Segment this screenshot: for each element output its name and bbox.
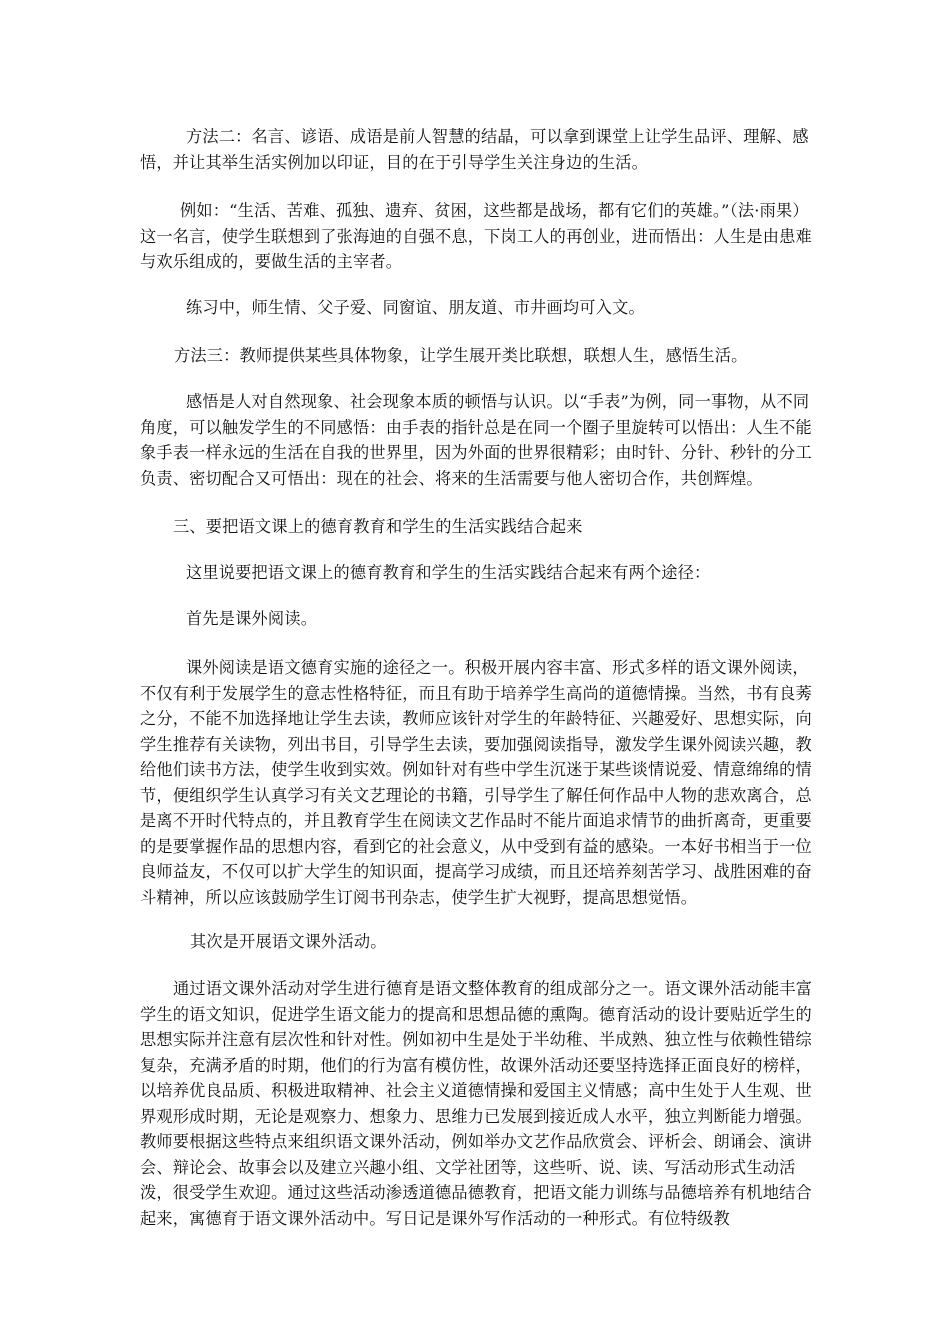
paragraph-first-reading: 首先是课外阅读。 bbox=[186, 609, 318, 628]
paragraph-second-activities: 其次是开展语文课外活动。 bbox=[190, 932, 387, 951]
section-heading-three: 三、要把语文课上的德育教育和学生的生活实践结合起来 bbox=[173, 517, 583, 536]
paragraph-practice: 练习中，师生情、父子爱、同窗谊、朋友道、市井画均可入文。 bbox=[186, 298, 645, 317]
paragraph-insight-watch: 感悟是人对自然现象、社会现象本质的顿悟与认识。以“手表”为例，同一事物，从不同角度，可以触发学生的不同感悟：由手表的指针总是在同一个圈子里旋转可以悟出：人生不能象手表一样永远的生活在自我的世界里，因为外面的世界很精彩；由时针、分针、秒针的分工负责、密切配合又可悟出：现在的社会、将来的生活需要与他人密切合作，共创辉煌。 bbox=[140, 392, 812, 488]
paragraph-two-approaches: 这里说要把语文课上的德育教育和学生的生活实践结合起来有两个途径： bbox=[186, 563, 711, 582]
paragraph-method-three: 方法三：教师提供某些具体物象，让学生展开类比联想，联想人生，感悟生活。 bbox=[174, 346, 748, 365]
paragraph-method-two: 方法二：名言、谚语、成语是前人智慧的结晶，可以拿到课堂上让学生品评、理解、感悟，并让其举生活实例加以印证，目的在于引导学生关注身边的生活。 bbox=[140, 127, 809, 172]
paragraph-extracurricular-reading: 课外阅读是语文德育实施的途径之一。积极开展内容丰富、形式多样的语文课外阅读，不仅有利于发展学生的意志性格特征，而且有助于培养学生高尚的道德情操。当然，书有良莠之分，不能不加选择地让学生去读，教师应该针对学生的年龄特征、兴趣爱好、思想实际，向学生推荐有关读物，列出书目，引导学生去读，要加强阅读指导，激发学生课外阅读兴趣，教给他们读书方法，使学生收到实效。例如针对有些中学生沉迷于某些谈情说爱、情意绵绵的情节，便组织学生认真学习有关文艺理论的书籍，引导学生了解任何作品中人物的悲欢离合，总是离不开时代特点的，并且教育学生在阅读文艺作品时不能片面追求情节的曲折离奇，更重要的是要掌握作品的思想内容，看到它的社会意义，从中受到有益的感染。一本好书相当于一位良师益友，不仅可以扩大学生的知识面，提高学习成绩，而且还培养刻苦学习、战胜困难的奋斗精神，所以应该鼓励学生订阅书刊杂志，使学生扩大视野，提高思想觉悟。 bbox=[140, 658, 812, 907]
paragraph-extracurricular-activities: 通过语文课外活动对学生进行德育是语文整体教育的组成部分之一。语文课外活动能丰富学生的语文知识，促进学生语文能力的提高和思想品德的熏陶。德育活动的设计要贴近学生的思想实际并注意有层次性和针对性。例如初中生是处于半幼稚、半成熟、独立性与依赖性错综复杂，充满矛盾的时期，他们的行为富有模仿性，故课外活动还要坚持选择正面良好的榜样，以培养优良品质、积极进取精神、社会主义道德情操和爱国主义情感；高中生处于人生观、世界观形成时期，无论是观察力、想象力、思维力已发展到接近成人水平，独立判断能力增强。教师要根据这些特点来组织语文课外活动，例如举办文艺作品欣赏会、评析会、朗诵会、演讲会、辩论会、故事会以及建立兴趣小组、文学社团等，这些听、说、读、写活动形式生动活泼，很受学生欢迎。通过这些活动渗透道德品德教育，把语文能力训练与品德培养有机地结合起来，寓德育于语文课外活动中。写日记是课外写作活动的一种形式。有位特级教 bbox=[140, 979, 813, 1228]
paragraph-example-quote: 例如：“生活、苦难、孤独、遗弃、贫困，这些都是战场，都有它们的英雄。”（法·雨果）这一名言，使学生联想到了张海迪的自强不息，下岗工人的再创业，进而悟出：人生是由患难与欢乐组成的，要做生活的主宰者。 bbox=[140, 201, 812, 271]
